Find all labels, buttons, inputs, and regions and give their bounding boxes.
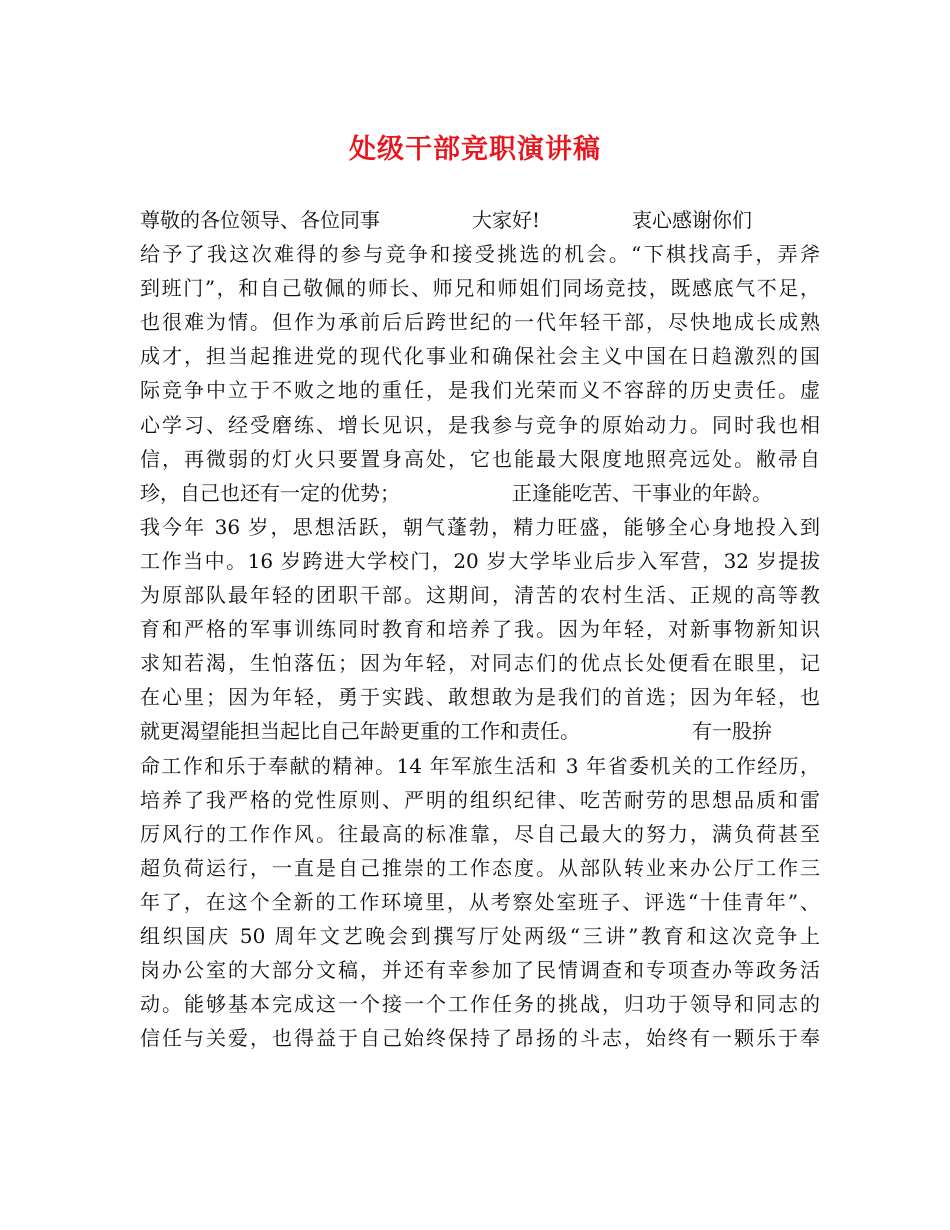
paragraph-line: 育和严格的军事训练同时教育和培养了我。因为年轻，对新事物新知识 <box>140 617 820 642</box>
paragraph-line: 动。能够基本完成这一个接一个工作任务的挑战，归功于领导和同志的 <box>140 992 820 1017</box>
paragraph-line: 年了，在这个全新的工作环境里，从考察处室班子、评选“十佳青年”、 <box>140 889 820 914</box>
paragraph-line: 信，再微弱的灯火只要置身高处，它也能最大限度地照亮远处。敝帚自 <box>140 446 820 471</box>
paragraph-line: 培养了我严格的党性原则、严明的组织纪律、吃苦耐劳的思想品质和雷 <box>140 787 820 812</box>
paragraph-line: 际竞争中立于不败之地的重任，是我们光荣而义不容辞的历史责任。虚 <box>140 378 820 403</box>
paragraph-line: 到班门”，和自己敬佩的师长、师兄和师姐们同场竞技，既感底气不足， <box>140 276 820 301</box>
greeting-text: 尊敬的各位领导、各位同事 <box>140 208 380 232</box>
paragraph-line: 我今年 36 岁，思想活跃，朝气蓬勃，精力旺盛，能够全心身地投入到 <box>140 514 820 539</box>
paragraph-line <box>140 203 820 237</box>
paragraph-line: 厉风行的工作作风。往最高的标准靠，尽自己最大的努力，满负荷甚至 <box>140 821 820 846</box>
paragraph-text: 珍，自己也还有一定的优势； <box>140 480 400 505</box>
paragraph-line <box>140 714 820 748</box>
page-title: 处级干部竞职演讲稿 <box>349 134 601 165</box>
paragraph-line: 在心里；因为年轻，勇于实践、敢想敢为是我们的首选；因为年轻，也 <box>140 685 820 710</box>
paragraph-line: 信任与关爱，也得益于自己始终保持了昂扬的斗志，始终有一颗乐于奉 <box>140 1026 820 1051</box>
paragraph-text: 正逢能吃苦、干事业的年龄。 <box>512 480 772 505</box>
paragraph-line: 命工作和乐于奉献的精神。14 年军旅生活和 3 年省委机关的工作经历， <box>140 753 820 778</box>
paragraph-line: 也很难为情。但作为承前后后跨世纪的一代年轻干部，尽快地成长成熟 <box>140 310 820 335</box>
paragraph-text: 就更渴望能担当起比自己年龄更重的工作和责任。 <box>140 719 580 744</box>
paragraph-text: 衷心感谢你们 <box>632 208 753 232</box>
paragraph-line: 心学习、经受磨练、增长见识，是我参与竞争的原始动力。同时我也相 <box>140 412 820 437</box>
speech-body <box>140 203 820 1055</box>
greeting-text: 大家好! <box>472 208 541 232</box>
paragraph-line <box>140 476 820 510</box>
paragraph-line: 超负荷运行，一直是自己推崇的工作态度。从部队转业来办公厅工作三 <box>140 855 820 880</box>
paragraph-line: 为原部队最年轻的团职干部。这期间，清苦的农村生活、正规的高等教 <box>140 583 820 608</box>
paragraph-line: 组织国庆 50 周年文艺晚会到撰写厅处两级“三讲”教育和这次竞争上 <box>140 923 820 948</box>
paragraph-text: 有一股拚 <box>692 719 772 744</box>
paragraph-line: 岗办公室的大部分文稿，并还有幸参加了民情调查和专项查办等政务活 <box>140 958 820 983</box>
paragraph-line: 给予了我这次难得的参与竞争和接受挑选的机会。“下棋找高手，弄斧 <box>140 242 820 267</box>
paragraph-line: 成才，担当起推进党的现代化事业和确保社会主义中国在日趋激烈的国 <box>140 344 820 369</box>
paragraph-line: 求知若渴，生怕落伍；因为年轻，对同志们的优点长处便看在眼里，记 <box>140 651 820 676</box>
paragraph-line: 工作当中。16 岁跨进大学校门，20 岁大学毕业后步入军营，32 岁提拔 <box>140 548 820 573</box>
